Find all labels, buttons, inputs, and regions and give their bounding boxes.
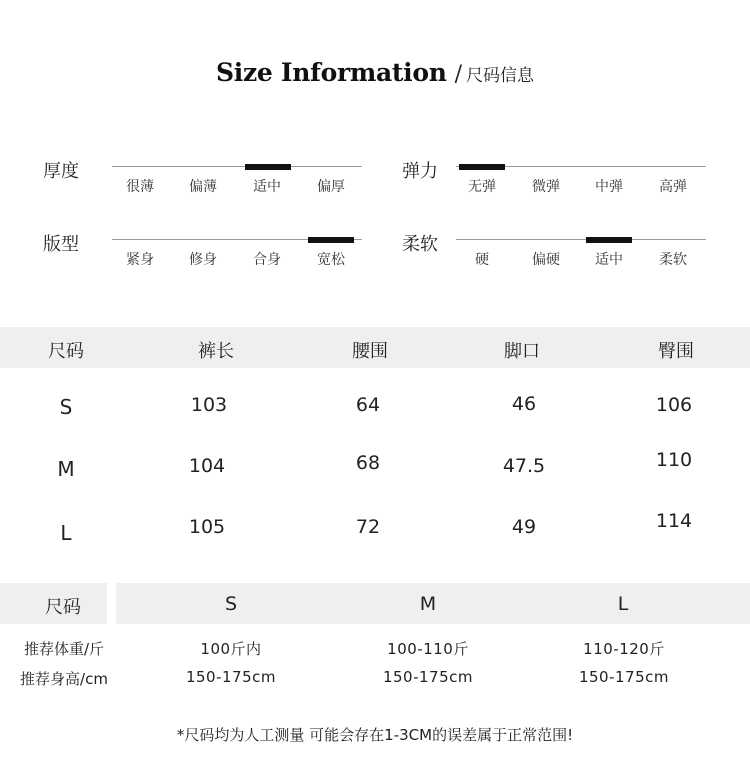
attr-option: 偏硬	[532, 252, 560, 268]
attr-option: 宽松	[317, 252, 345, 268]
hem-cell: 46	[511, 393, 537, 415]
scale-line	[456, 239, 706, 240]
size-cell: M	[57, 457, 75, 481]
size-cell: L	[60, 521, 72, 545]
col-header-waist: 腰围	[352, 341, 388, 362]
hip-cell: 114	[655, 510, 693, 532]
attr-option: 合身	[253, 252, 281, 268]
page-title	[0, 58, 750, 87]
length-cell: 103	[190, 394, 228, 416]
attr-option: 无弹	[468, 179, 496, 195]
measurement-note: *尺码均为人工测量 可能会存在1-3CM的误差属于正常范围!	[176, 726, 574, 744]
col-header-length: 裤长	[198, 341, 234, 362]
weight-cell: 110-120斤	[583, 640, 665, 658]
row-label-weight: 推荐体重/斤	[23, 640, 105, 658]
row-label-height: 推荐身高/cm	[20, 670, 108, 688]
waist-cell: 72	[355, 516, 381, 538]
title-en: Size Information	[216, 58, 447, 87]
attr-option: 很薄	[126, 179, 154, 195]
attr-option: 适中	[253, 179, 281, 195]
attr-option: 中弹	[595, 179, 623, 195]
title-separator: /	[454, 62, 462, 87]
attr-option: 适中	[595, 252, 623, 268]
hip-cell: 106	[655, 394, 693, 416]
hem-cell: 47.5	[502, 455, 546, 477]
recommend-header-size: M	[419, 593, 437, 615]
waist-cell: 68	[355, 452, 381, 474]
col-header-size: 尺码	[48, 341, 84, 362]
selection-indicator	[308, 237, 354, 243]
attr-name: 厚度	[43, 161, 79, 182]
attr-name: 柔软	[402, 234, 438, 255]
height-cell: 150-175cm	[185, 668, 277, 686]
selection-indicator	[459, 164, 505, 170]
length-cell: 104	[188, 455, 226, 477]
recommend-header-size: S	[224, 593, 238, 615]
length-cell: 105	[188, 516, 226, 538]
attr-option: 修身	[189, 252, 217, 268]
recommend-header-label: 尺码	[45, 597, 81, 618]
weight-cell: 100-110斤	[387, 640, 469, 658]
size-cell: S	[59, 395, 73, 419]
attr-name: 版型	[43, 234, 79, 255]
col-header-hip: 臀围	[658, 341, 694, 362]
attr-option: 柔软	[659, 252, 687, 268]
weight-cell: 100斤内	[200, 640, 262, 658]
col-header-hem: 脚口	[504, 341, 540, 362]
attr-option: 高弹	[659, 179, 687, 195]
recommend-header-size: L	[617, 593, 629, 615]
scale-line	[112, 166, 362, 167]
attr-option: 紧身	[126, 252, 154, 268]
attr-option: 偏薄	[189, 179, 217, 195]
height-cell: 150-175cm	[578, 668, 670, 686]
attr-option: 硬	[475, 252, 489, 268]
height-cell: 150-175cm	[382, 668, 474, 686]
selection-indicator	[586, 237, 632, 243]
attr-name: 弹力	[402, 161, 438, 182]
waist-cell: 64	[355, 394, 381, 416]
selection-indicator	[245, 164, 291, 170]
hem-cell: 49	[511, 516, 537, 538]
title-zh: 尺码信息	[466, 66, 534, 86]
attr-option: 偏厚	[317, 179, 345, 195]
hip-cell: 110	[655, 449, 693, 471]
attr-option: 微弹	[532, 179, 560, 195]
